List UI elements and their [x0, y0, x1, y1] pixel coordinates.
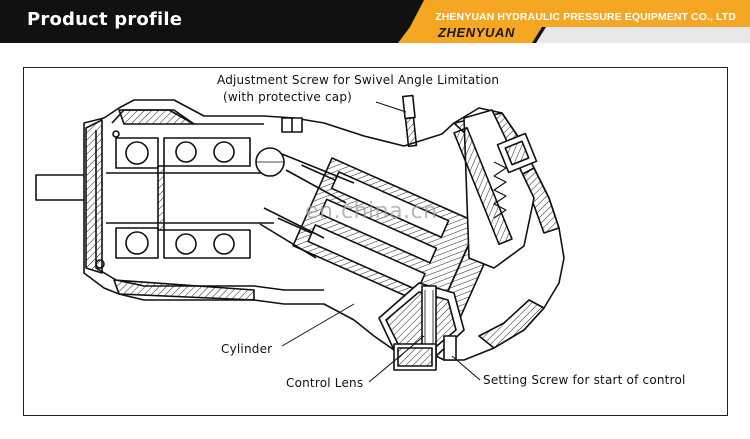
leader-adjustment-screw [376, 102, 406, 112]
product-diagram-frame [23, 67, 728, 416]
company-name: ZHENYUAN HYDRAULIC PRESSURE EQUIPMENT CO., LTD [435, 11, 736, 23]
label-protective-cap: (with protective cap) [223, 90, 353, 104]
label-cylinder: Cylinder [221, 342, 273, 356]
label-control-lens: Control Lens [286, 376, 364, 390]
brand-logo-text: ZHENYUAN [438, 25, 516, 40]
ball-joint-drawing [256, 148, 284, 176]
header-banner [0, 0, 750, 43]
adjustment-screw-drawing [403, 96, 417, 147]
label-adjustment-screw: Adjustment Screw for Swivel Angle Limitation [217, 73, 500, 87]
label-setting-screw: Setting Screw for start of control [483, 373, 686, 387]
watermark-text: en.china.cn [305, 199, 438, 224]
leader-cylinder [282, 304, 354, 346]
page-title: Product profile [27, 9, 183, 30]
hydraulic-motor-cross-section [24, 68, 728, 416]
